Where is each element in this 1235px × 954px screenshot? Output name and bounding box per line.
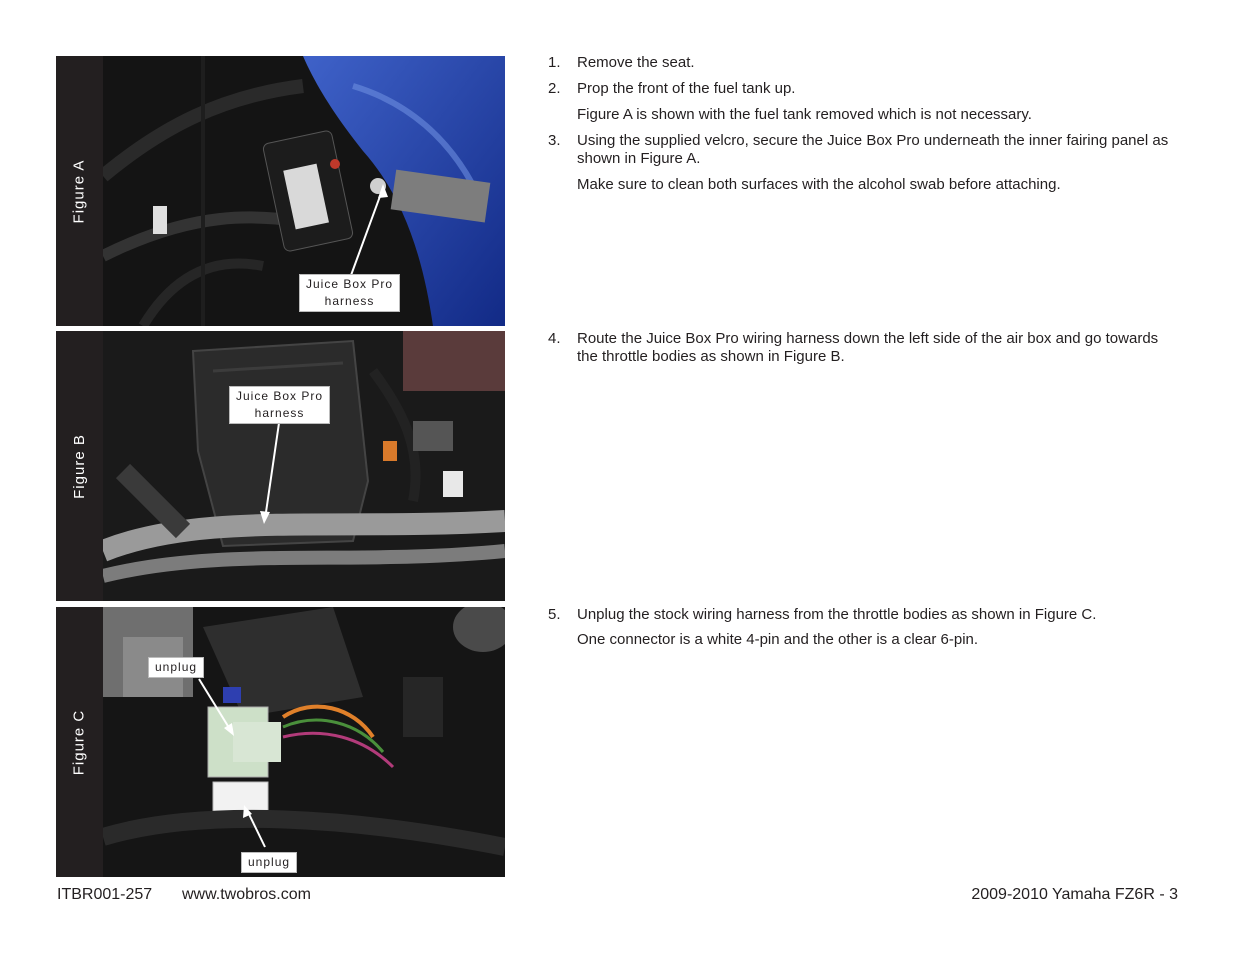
footer-website[interactable]: www.twobros.com	[182, 886, 311, 903]
step-3	[548, 132, 1178, 168]
step-4	[548, 330, 1178, 366]
figure-b-callout-line1: Juice Box Pro	[236, 389, 324, 403]
step-1	[548, 54, 1178, 72]
footer-model-page: 2009-2010 Yamaha FZ6R - 3	[971, 886, 1178, 903]
figure-c-callout-bottom-text: unplug	[248, 855, 291, 869]
steps-group-1	[548, 54, 1178, 194]
step-5-note: One connector is a white 4-pin and the other is a clear 6-pin.	[577, 631, 979, 648]
step-2-text: Prop the front of the fuel tank up.	[577, 80, 796, 97]
figure-c-tab	[56, 607, 102, 877]
figure-b-tab	[56, 331, 102, 601]
steps-group-2	[548, 330, 1178, 366]
steps-group-3	[548, 606, 1178, 649]
step-1-text: Remove the seat.	[577, 54, 695, 71]
figure-b-photo	[103, 331, 505, 601]
step-3-text: Using the supplied velcro, secure the Juice Box Pro underneath the inner fairing panel as shown in Figure A.	[577, 132, 1169, 167]
figure-a-tab	[56, 56, 102, 326]
figure-b-callout	[229, 386, 330, 424]
step-2	[548, 80, 1178, 98]
figure-a-callout-line1: Juice Box Pro	[306, 277, 394, 291]
step-5-text: Unplug the stock wiring harness from the throttle bodies as shown in Figure C.	[577, 606, 1097, 623]
figure-c-callout-top-text: unplug	[155, 660, 198, 674]
step-3-note: Make sure to clean both surfaces with the alcohol swab before attaching.	[577, 176, 1061, 193]
figure-b-callout-line2: harness	[254, 406, 305, 420]
figure-a-callout	[299, 274, 400, 312]
step-2-note: Figure A is shown with the fuel tank removed which is not necessary.	[577, 106, 1032, 123]
figure-c	[56, 607, 505, 877]
figure-c-photo	[103, 607, 505, 877]
step-4-number: 4.	[548, 330, 561, 347]
step-5	[548, 606, 1178, 624]
step-3-number: 3.	[548, 132, 561, 149]
figure-c-label: Figure C	[70, 709, 88, 775]
step-4-text: Route the Juice Box Pro wiring harness down the left side of the air box and go towards the throttle bodies as shown in Figure B.	[577, 330, 1159, 365]
figure-a-label: Figure A	[70, 159, 88, 223]
figure-c-callout-top	[148, 657, 204, 678]
footer-part-number: ITBR001-257	[57, 886, 153, 903]
step-1-number: 1.	[548, 54, 561, 71]
figure-b	[56, 331, 505, 601]
figure-c-callout-bottom	[241, 852, 297, 873]
figure-a	[56, 56, 505, 326]
step-5-number: 5.	[548, 606, 561, 623]
step-2-number: 2.	[548, 80, 561, 97]
figure-b-label: Figure B	[70, 433, 88, 499]
figure-a-callout-line2: harness	[324, 294, 375, 308]
